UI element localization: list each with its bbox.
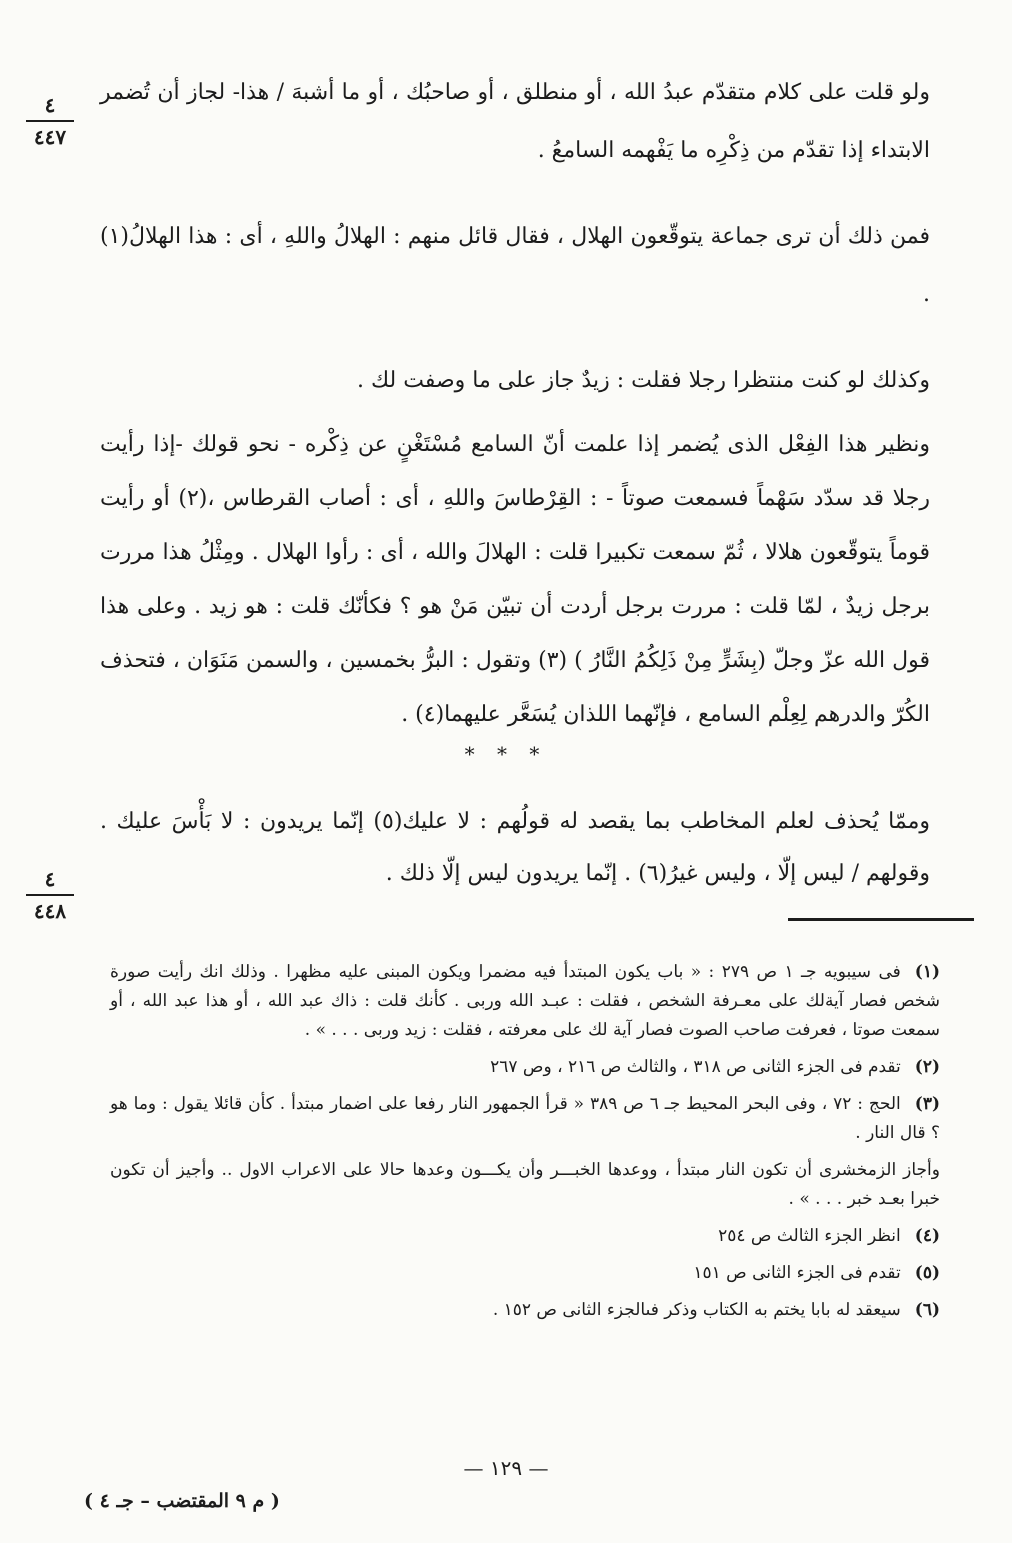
paragraph: وممّا يُحذف لعلم المخاطب بما يقصد له قولُهم : لا عليك(٥) إنّما يريدون : لا بَأْسَ عليك . وقولهم / ليس إلّا ، وليس غيرُ(٦) . إنّما يريدون ليس إلّا ذلك . (100, 809, 930, 886)
margin-page-reference (26, 92, 74, 150)
footnote-continuation (110, 1156, 940, 1214)
footnote (110, 1090, 940, 1148)
footnote (110, 1222, 940, 1251)
footnote-number: (٣) (914, 1094, 940, 1114)
footnote (110, 958, 940, 1045)
section-separator: * * * (464, 742, 548, 766)
paragraph: فمن ذلك أن ترى جماعة يتوقّعون الهلال ، فقال قائل منهم : الهلالُ واللهِ ، أى : هذا الهلالُ(١) . (100, 224, 930, 307)
footnote-text: انظر الجزء الثالث ص ٢٥٤ (718, 1226, 901, 1246)
footnote-text: تقدم فى الجزء الثانى ص ٣١٨ ، والثالث ص ٢١٦ ، وص ٢٦٧ (490, 1057, 901, 1077)
footnote-number: (٦) (914, 1300, 940, 1320)
footnote-number: (٥) (914, 1263, 940, 1283)
footnote (110, 1296, 940, 1325)
footnote-separator (788, 918, 974, 921)
paragraph: ولو قلت على كلام متقدّم عبدُ الله ، أو منطلق ، أو صاحبُك ، أو ما أشبهَ / هذا- لجاز أن تُضمر الابتداء إذا تقدّم من ذِكْرِه ما يَفْهمه السامعُ . (100, 80, 930, 163)
footnote-text: وأجاز الزمخشرى أن تكون النار مبتدأ ، ووعدها الخبـــر وأن يكـــون وعدها حالا على الاعراب الاول .. وأجيز أن تكون خبرا بعـد خبر . . . » . (110, 1160, 940, 1209)
margin-page-reference (26, 866, 74, 924)
margin-page-number: ٤٤٨ (33, 899, 67, 923)
footnote-number: (٢) (914, 1057, 940, 1077)
footnote (110, 1053, 940, 1082)
paragraph: ونظير هذا الفِعْل الذى يُضمر إذا علمت أنّ السامع مُسْتَغْنٍ عن ذِكْره - نحو قولك -إذا رأيت رجلا قد سدّد سَهْماً فسمعت صوتاً - : القِرْطاسَ واللهِ ، أى : أصاب القرطاس ،(٢) أو رأيت قوماً يتوقّعون هلالا ، ثُمّ سمعت تكبيرا قلت : الهلالَ والله ، أى : رأوا الهلال . ومِثْلُ هذا مررت برجل زيدٌ ، لمّا قلت : مررت برجل أردت أن تبيّن مَنْ هو ؟ فكأنّك قلت : هو زيد . وعلى هذا قول الله عزّ وجلّ (بِشَرٍّ مِنْ ذَلِكُمُ النَّارُ ) (٣) وتقول : البرُّ بخمسين ، والسمن مَنَوَان ، فتحذف الكُرّ والدرهم لِعِلْم السامع ، فإنّهما اللذان يُسَعَّر عليهما(٤) . (100, 432, 931, 727)
margin-volume-number: ٤ (26, 866, 74, 896)
footnote-text: فى سيبويه جـ ١ ص ٢٧٩ : « باب يكون المبتدأ فيه مضمرا ويكون المبنى عليه مظهرا . وذلك انك رأيت صورة شخص فصار آيةلك على معـرفة الشخص ، فقلت : عبـد الله وربى . كأنك قلت : ذاك عبد الله ، أو هذا عبد الله ، أو سمعت صوتا ، فعرفت صاحب الصوت فصار آية لك على معرفته ، فقلت : زيد وربى . . . » . (110, 962, 940, 1040)
margin-volume-number: ٤ (26, 92, 74, 122)
footnote-text: الحج : ٧٢ ، وفى البحر المحيط جـ ٦ ص ٣٨٩ « قرأ الجمهور النار رفعا على اضمار مبتدأ . كأن قائلا يقول : وما هو ؟ قال النار . (110, 1094, 940, 1143)
margin-page-number: ٤٤٧ (33, 125, 67, 149)
footnote-number: (٤) (914, 1226, 940, 1246)
footnote-text: سيعقد له بابا يختم به الكتاب وذكر فىالجزء الثانى ص ١٥٢ . (492, 1300, 901, 1320)
footnotes (110, 958, 940, 1333)
footnote-text: تقدم فى الجزء الثانى ص ١٥١ (693, 1263, 901, 1283)
paragraph: وكذلك لو كنت منتظرا رجلا فقلت : زيدٌ جاز على ما وصفت لك . (357, 368, 930, 393)
footnote (110, 1259, 940, 1288)
footnote-number: (١) (914, 962, 940, 982)
printer-signature: ( م ٩ المقتضب – جـ ٤ ) (84, 1490, 280, 1512)
main-text (100, 64, 930, 742)
main-text-continued (100, 796, 930, 900)
page-number: — ١٢٩ — (463, 1456, 549, 1480)
